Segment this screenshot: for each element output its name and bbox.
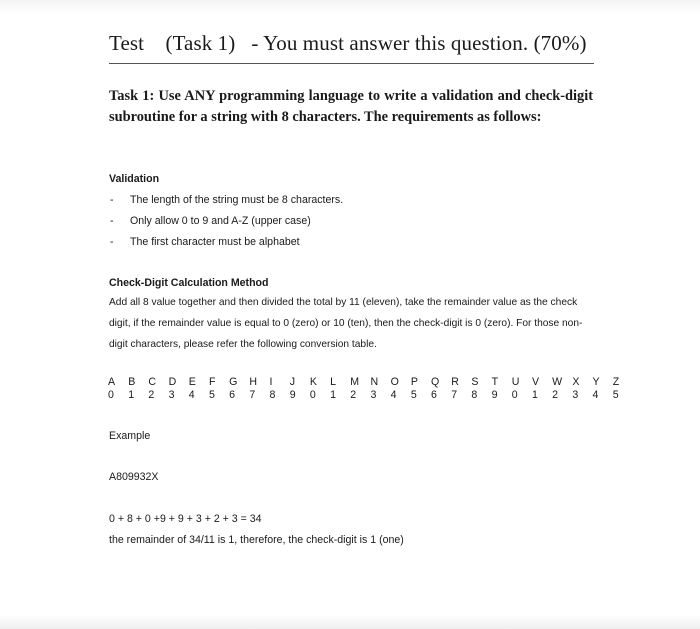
conversion-letter-p: P [410, 376, 419, 388]
conversion-digit: 3 [370, 389, 377, 401]
conversion-digit: 0 [511, 389, 518, 401]
conversion-letter-w: W [552, 376, 563, 388]
conversion-digit: 3 [168, 389, 175, 401]
conversion-letter-t: T [491, 376, 499, 388]
conversion-table-digits [108, 389, 633, 401]
conversion-letter-o: O [390, 376, 400, 388]
conversion-letter-y: Y [592, 376, 600, 388]
conversion-letter-d: D [168, 376, 177, 388]
conversion-digit: 2 [350, 389, 357, 401]
validation-item [110, 215, 311, 227]
conversion-letter-q: Q [431, 376, 440, 388]
example-result: the remainder of 34/11 is 1, therefore, the check-digit is 1 (one) [109, 534, 404, 546]
conversion-digit: 7 [249, 389, 256, 401]
conversion-digit: 5 [410, 389, 417, 401]
title-underline [109, 63, 594, 64]
conversion-table-letters [108, 376, 633, 388]
conversion-digit: 1 [531, 389, 538, 401]
conversion-digit: 0 [108, 389, 114, 401]
conversion-digit: 1 [128, 389, 135, 401]
example-sum: 0 + 8 + 0 +9 + 9 + 3 + 2 + 3 = 34 [109, 513, 262, 525]
bullet-dash: - [110, 194, 114, 206]
validation-item [110, 194, 343, 206]
bullet-dash: - [110, 215, 114, 227]
conversion-letter-i: I [269, 376, 273, 388]
conversion-digit: 9 [491, 389, 498, 401]
conversion-digit: 8 [471, 389, 478, 401]
conversion-digit: 7 [451, 389, 458, 401]
conversion-digit: 5 [612, 389, 619, 401]
task-description: Task 1: Use ANY programming language to write a validation and check-digit subroutine for a string with 8 characters. The requirements as follows: [109, 88, 593, 125]
conversion-digit: 2 [148, 389, 155, 401]
conversion-digit: 6 [229, 389, 236, 401]
validation-heading: Validation [109, 173, 160, 185]
conversion-letter-b: B [128, 376, 136, 388]
method-heading: Check-Digit Calculation Method [109, 277, 269, 289]
page-title: Test (Task 1) - You must answer this question. (70%) [109, 31, 587, 55]
validation-item-text: Only allow 0 to 9 and A-Z (upper case) [130, 215, 311, 227]
conversion-letter-n: N [370, 376, 379, 388]
example-input: A809932X [109, 471, 159, 483]
conversion-letter-k: K [309, 376, 318, 388]
conversion-digit: 6 [431, 389, 437, 401]
conversion-letter-s: S [471, 376, 479, 388]
method-paragraph: Add all 8 value together and then divided the total by 11 (eleven), take the remainder value as the check digit, if the remainder value is equal to 0 (zero) or 10 (ten), then the check-digit is 0 (zero). For those non-digit characters, please refer the following conversion table. [109, 297, 583, 350]
conversion-letter-j: J [289, 376, 296, 388]
conversion-digit: 1 [330, 389, 336, 401]
conversion-letter-m: M [350, 376, 360, 388]
bullet-dash: - [110, 236, 114, 248]
conversion-letter-x: X [572, 376, 580, 388]
conversion-letter-e: E [188, 376, 197, 388]
conversion-digit: 4 [188, 389, 195, 401]
conversion-digit: 9 [289, 389, 296, 401]
conversion-letter-z: Z [612, 376, 620, 388]
conversion-letter-v: V [531, 376, 540, 388]
example-heading: Example [109, 430, 151, 442]
conversion-digit: 3 [572, 389, 579, 401]
conversion-letter-r: R [451, 376, 460, 388]
conversion-letter-h: H [249, 376, 258, 388]
conversion-letter-f: F [208, 376, 216, 388]
conversion-digit: 4 [390, 389, 397, 401]
conversion-digit: 0 [309, 389, 316, 401]
conversion-letter-u: U [511, 376, 520, 388]
validation-item [110, 236, 300, 248]
validation-item-text: The length of the string must be 8 characters. [130, 194, 344, 206]
conversion-letter-c: C [148, 376, 157, 388]
conversion-digit: 4 [592, 389, 599, 401]
conversion-letter-l: L [330, 376, 337, 388]
conversion-letter-g: G [229, 376, 238, 388]
conversion-digit: 8 [269, 389, 276, 401]
validation-item-text: The first character must be alphabet [130, 236, 300, 248]
conversion-digit: 2 [552, 389, 559, 401]
conversion-letter-a: A [108, 376, 116, 388]
conversion-digit: 5 [208, 389, 215, 401]
